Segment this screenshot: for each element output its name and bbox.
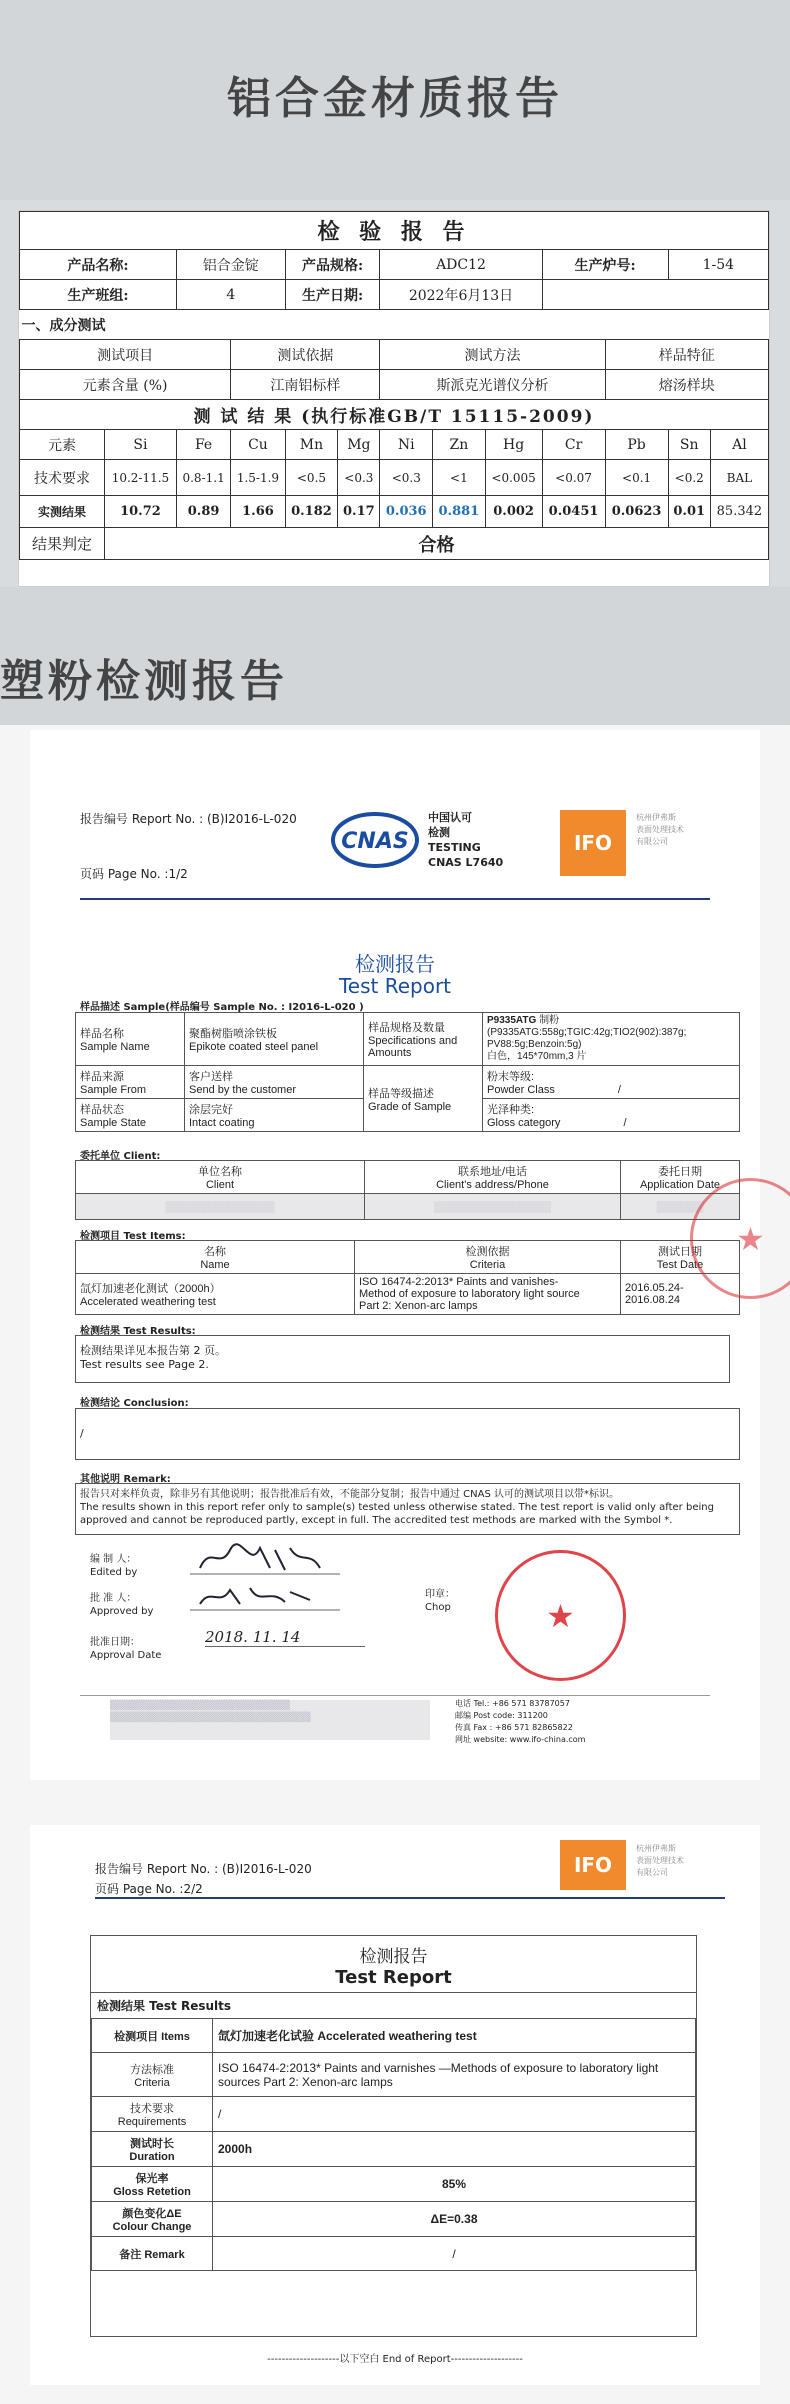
editor-signature-icon bbox=[190, 1540, 340, 1576]
powder-class bbox=[483, 1066, 740, 1099]
footer-tel: 电话 Tel.: +86 571 83787057 bbox=[455, 1699, 570, 1708]
p2-ifo-company-l3: 有限公司 bbox=[636, 1868, 668, 1877]
section-title-powder: 塑粉检测报告 bbox=[0, 656, 288, 707]
p2-results-table bbox=[91, 2018, 696, 2271]
client-col-name: 单位名称 Client bbox=[76, 1161, 365, 1194]
p2-header-divider bbox=[95, 1897, 725, 1899]
header-band-2 bbox=[0, 587, 790, 725]
sample-table bbox=[75, 1012, 740, 1132]
test-header-cell: 测试方法 bbox=[380, 340, 605, 370]
info-row1-cell: 产品规格: bbox=[285, 250, 380, 280]
aluminum-report-card bbox=[18, 210, 770, 587]
p2-row-label: 技术要求 Requirements bbox=[92, 2097, 213, 2132]
p2-row-label: 检测项目 Items bbox=[92, 2019, 213, 2053]
result-cell: 0.01 bbox=[668, 496, 710, 528]
cnas-code: CNAS L7640 bbox=[428, 856, 504, 869]
powder-test-document bbox=[0, 725, 790, 2404]
requirement-cell: <0.1 bbox=[605, 460, 668, 496]
p2-row-value: 氙灯加速老化试验 Accelerated weathering test bbox=[213, 2019, 696, 2053]
result-cell: 10.72 bbox=[105, 496, 177, 528]
p2-row-value: 85% bbox=[213, 2167, 696, 2202]
requirement-cell: BAL bbox=[710, 460, 768, 496]
result-cell: 实测结果 bbox=[20, 496, 105, 528]
ifo-company-l3: 有限公司 bbox=[636, 837, 668, 846]
element-cell: Ni bbox=[380, 430, 433, 460]
client-col-date: 委托日期 Application Date bbox=[621, 1161, 740, 1194]
requirement-cell: <0.005 bbox=[485, 460, 542, 496]
header-band-1 bbox=[0, 0, 790, 200]
footer-contact bbox=[455, 1698, 585, 1746]
element-cell: Sn bbox=[668, 430, 710, 460]
p2-row-label: 测试时长 Duration bbox=[92, 2132, 213, 2167]
remark-section-label: 其他说明 Remark: bbox=[80, 1474, 171, 1485]
section-title-aluminum: 铝合金材质报告 bbox=[227, 73, 563, 124]
edited-by-label: 编 制 人： Edited by bbox=[90, 1554, 138, 1578]
result-cell: 0.89 bbox=[176, 496, 230, 528]
items-col-date: 测试日期 Test Date bbox=[621, 1241, 740, 1274]
test-value-cell: 斯派克光谱仪分析 bbox=[380, 370, 605, 400]
results-section-label: 检测结果 Test Results: bbox=[80, 1326, 196, 1337]
items-col-name: 名称 Name bbox=[76, 1241, 355, 1274]
info-row1-cell: 生产炉号: bbox=[542, 250, 668, 280]
result-cell: 0.182 bbox=[285, 496, 338, 528]
p2-row-value: ISO 16474-2:2013* Paints and varnishes —Methods of exposure to laboratory light sources Part 2: Xenon-arc lamps bbox=[213, 2053, 696, 2097]
info-row1-cell: 铝合金锭 bbox=[176, 250, 285, 280]
p2-row-label: 颜色变化ΔE Colour Change bbox=[92, 2202, 213, 2237]
p2-results-header: 检测结果 Test Results bbox=[91, 1992, 696, 2018]
company-seal-icon: ★ bbox=[495, 1550, 626, 1681]
spec-value-bold: P9335ATG bbox=[487, 1015, 537, 1026]
powder-value: / bbox=[617, 1084, 621, 1096]
source-value: 客户送样 Send by the customer bbox=[185, 1066, 364, 1099]
result-cell: 0.17 bbox=[338, 496, 380, 528]
p2-report-number: 报告编号 Report No. : (B)I2016-L-020 bbox=[95, 1862, 312, 1876]
gloss-value: / bbox=[623, 1117, 627, 1129]
p2-row-label: 方法标准 Criteria bbox=[92, 2053, 213, 2097]
cnas-cn: 中国认可 bbox=[428, 811, 472, 824]
result-cell: 0.036 bbox=[380, 496, 433, 528]
footer-divider bbox=[80, 1695, 710, 1696]
p2-row-value: ΔE=0.38 bbox=[213, 2202, 696, 2237]
p2-row-label: 备注 Remark bbox=[92, 2237, 213, 2271]
test-header-cell: 测试项目 bbox=[20, 340, 231, 370]
result-cell: 85.342 bbox=[710, 496, 768, 528]
footer-address-redacted: ▒▒▒▒▒▒▒▒▒▒▒▒▒▒▒▒▒▒▒▒▒▒▒▒▒▒ ▒▒▒▒▒▒▒▒▒▒▒▒▒▒▒▒▒▒▒▒▒▒▒▒▒▒▒▒▒ bbox=[110, 1700, 430, 1740]
result-cell: 0.0623 bbox=[605, 496, 668, 528]
approval-date-handwritten: 2018. 11. 14 bbox=[205, 1628, 365, 1647]
items-col-criteria: 检测依据 Criteria bbox=[355, 1241, 621, 1274]
cnas-seal-icon: ★ bbox=[690, 1178, 790, 1299]
requirement-cell: <0.5 bbox=[285, 460, 338, 496]
cnas-test: 检测 bbox=[428, 826, 450, 839]
client-table bbox=[75, 1160, 740, 1220]
p2-row-value: 2000h bbox=[213, 2132, 696, 2167]
p2-ifo-company-name bbox=[636, 1843, 684, 1879]
cnas-logo-icon bbox=[330, 810, 420, 870]
gloss-category bbox=[483, 1099, 740, 1132]
p2-result-row bbox=[92, 2097, 696, 2132]
state-label: 样品状态 Sample State bbox=[76, 1099, 185, 1132]
ifo-company-l1: 杭州伊弗斯 bbox=[636, 813, 676, 822]
page-number: 页码 Page No. :1/2 bbox=[80, 867, 188, 881]
p2-row-value: / bbox=[213, 2097, 696, 2132]
element-cell: Mg bbox=[338, 430, 380, 460]
verdict-value: 合格 bbox=[105, 528, 769, 560]
report-number: 报告编号 Report No. : (B)I2016-L-020 bbox=[80, 812, 297, 826]
requirement-cell: <0.3 bbox=[380, 460, 433, 496]
results-box: 检测结果详见本报告第 2 页。 Test results see Page 2. bbox=[75, 1335, 730, 1383]
approver-signature-icon bbox=[190, 1582, 340, 1612]
test-items-table bbox=[75, 1240, 740, 1315]
footer-post: 邮编 Post code: 311200 bbox=[455, 1711, 548, 1720]
p2-result-row bbox=[92, 2132, 696, 2167]
section-composition: 一、成分测试 bbox=[21, 317, 106, 334]
test-header-cell: 测试依据 bbox=[231, 340, 380, 370]
p2-result-row bbox=[92, 2237, 696, 2271]
state-value: 涂层完好 Intact coating bbox=[185, 1099, 364, 1132]
p2-result-row bbox=[92, 2019, 696, 2053]
conclusion-box: / bbox=[75, 1408, 740, 1460]
client-name-redacted: ▒▒▒▒▒▒▒▒▒▒▒▒▒▒ bbox=[76, 1194, 365, 1220]
test-value-cell: 元素含量 (%) bbox=[20, 370, 231, 400]
element-cell: Si bbox=[105, 430, 177, 460]
remark-box: 报告只对来样负责，除非另有其他说明；报告批准后有效，不能部分复制；报告中通过 CNAS 认可的测试项目以带*标识。 The results shown in this report refer only to sample(s) tested unless otherwise stated. The test report is valid only after being approved and cannot be reproduced partly, except in full. The accredited test methods are marked with the Symbol *. bbox=[75, 1483, 740, 1535]
cnas-testing: TESTING bbox=[428, 841, 481, 854]
cnas-text bbox=[428, 810, 503, 870]
element-cell: Cr bbox=[542, 430, 605, 460]
client-col-address: 联系地址/电话 Client's address/Phone bbox=[365, 1161, 621, 1194]
element-cell: Zn bbox=[433, 430, 486, 460]
requirement-cell: <1 bbox=[433, 460, 486, 496]
test-header-cell: 样品特征 bbox=[605, 340, 768, 370]
source-label: 样品来源 Sample From bbox=[76, 1066, 185, 1099]
requirement-cell: 技术要求 bbox=[20, 460, 105, 496]
requirement-cell: <0.07 bbox=[542, 460, 605, 496]
p2-row-value: / bbox=[213, 2237, 696, 2271]
report-heading: 检 验 报 告 bbox=[20, 212, 769, 250]
requirement-cell: 1.5-1.9 bbox=[231, 460, 285, 496]
result-cell: 1.66 bbox=[231, 496, 285, 528]
end-of-report: --------------------以下空白 End of Report-------------------- bbox=[267, 2354, 523, 2365]
p2-ifo-logo-icon: IFO bbox=[560, 1840, 626, 1890]
grade-label: 样品等级描述 Grade of Sample bbox=[364, 1066, 483, 1132]
element-cell: Al bbox=[710, 430, 768, 460]
spec-value bbox=[483, 1013, 740, 1066]
ifo-logo-icon: IFO bbox=[560, 810, 626, 876]
powder-label: 粉末等级: Powder Class bbox=[487, 1071, 555, 1096]
element-cell: Mn bbox=[285, 430, 338, 460]
spec-label: 样品规格及数量 Specifications and Amounts bbox=[364, 1013, 483, 1066]
conclusion-section-label: 检测结论 Conclusion: bbox=[80, 1398, 189, 1409]
verdict-label: 结果判定 bbox=[20, 528, 105, 560]
result-cell: 0.002 bbox=[485, 496, 542, 528]
items-section-label: 检测项目 Test Items: bbox=[80, 1231, 186, 1242]
info-row2-cell: 2022年6月13日 bbox=[380, 280, 542, 310]
report-page-1 bbox=[30, 730, 765, 1780]
sample-name-label: 样品名称 Sample Name bbox=[76, 1013, 185, 1066]
requirement-cell: 0.8-1.1 bbox=[176, 460, 230, 496]
element-cell: Fe bbox=[176, 430, 230, 460]
approval-date-label: 批准日期： Approval Date bbox=[90, 1637, 162, 1661]
doc-title-cn: 检测报告 bbox=[355, 952, 435, 976]
chop-label: 印章： Chop bbox=[425, 1589, 455, 1613]
requirement-cell: <0.3 bbox=[338, 460, 380, 496]
footer-web: 网址 website: www.ifo-china.com bbox=[455, 1735, 586, 1744]
sample-name-value: 聚酯树脂喷涂铁板 Epikote coated steel panel bbox=[185, 1013, 364, 1066]
report-page-2 bbox=[30, 1825, 760, 2385]
client-date-redacted: ▒▒▒▒▒▒ bbox=[621, 1194, 740, 1220]
p2-results-frame bbox=[90, 1935, 697, 2337]
approved-by-label: 批 准 人： Approved by bbox=[90, 1593, 154, 1617]
item-name: 氙灯加速老化测试（2000h） Accelerated weathering test bbox=[76, 1274, 355, 1315]
test-value-cell: 江南铝标样 bbox=[231, 370, 380, 400]
info-row2-cell: 4 bbox=[176, 280, 285, 310]
requirement-cell: <0.2 bbox=[668, 460, 710, 496]
p2-result-row bbox=[92, 2202, 696, 2237]
test-value-cell: 熔汤样块 bbox=[605, 370, 768, 400]
element-cell: Hg bbox=[485, 430, 542, 460]
element-cell: Pb bbox=[605, 430, 668, 460]
info-row1-cell: 1-54 bbox=[668, 250, 768, 280]
element-cell: Cu bbox=[231, 430, 285, 460]
info-row2-empty bbox=[542, 280, 768, 310]
p2-title-en: Test Report bbox=[335, 1967, 452, 1988]
p2-row-label: 保光率 Gloss Retetion bbox=[92, 2167, 213, 2202]
p2-result-row bbox=[92, 2053, 696, 2097]
element-cell: 元素 bbox=[20, 430, 105, 460]
result-cell: 0.0451 bbox=[542, 496, 605, 528]
result-title: 测 试 结 果 (执行标准GB/T 15115-2009) bbox=[20, 400, 769, 430]
requirement-cell: 10.2-11.5 bbox=[105, 460, 177, 496]
p2-ifo-company-l1: 杭州伊弗斯 bbox=[636, 1844, 676, 1853]
result-cell: 0.881 bbox=[433, 496, 486, 528]
sample-desc-label: 样品描述 Sample(样品编号 Sample No. : I2016-L-020 ) bbox=[80, 1002, 364, 1013]
client-section-label: 委托单位 Client: bbox=[80, 1151, 161, 1162]
info-row2-cell: 生产班组: bbox=[20, 280, 177, 310]
header-divider bbox=[80, 898, 710, 900]
info-row1-cell: 产品名称: bbox=[20, 250, 177, 280]
client-address-redacted: ▒▒▒▒▒▒▒▒▒▒▒▒▒▒▒ bbox=[365, 1194, 621, 1220]
doc-title-en: Test Report bbox=[338, 974, 452, 998]
cnas-logo-text: CNAS bbox=[341, 829, 409, 854]
gloss-label: 光泽种类: Gloss category bbox=[487, 1104, 561, 1129]
aluminum-report-table bbox=[19, 211, 769, 560]
spec-value-rest: 制粉 (P9335ATG:558g;TGIC:42g;TIO2(902):387g; PV88:5g;Benzoin:5g) 白色，145*70mm,3 片 bbox=[487, 1015, 687, 1062]
item-date: 2016.05.24- 2016.08.24 bbox=[621, 1274, 740, 1315]
info-row1-cell: ADC12 bbox=[380, 250, 542, 280]
p2-result-row bbox=[92, 2167, 696, 2202]
p2-page-number: 页码 Page No. :2/2 bbox=[95, 1882, 203, 1896]
footer-fax: 传真 Fax : +86 571 82865822 bbox=[455, 1723, 573, 1732]
info-row2-cell: 生产日期: bbox=[285, 280, 380, 310]
ifo-company-l2: 表面处理技术 bbox=[636, 825, 684, 834]
p2-title-cn: 检测报告 bbox=[359, 1947, 428, 1967]
p2-ifo-company-l2: 表面处理技术 bbox=[636, 1856, 684, 1865]
ifo-company-name bbox=[636, 812, 684, 848]
item-criteria: ISO 16474-2:2013* Paints and vanishes- Method of exposure to laboratory light source Part 2: Xenon-arc lamps bbox=[355, 1274, 621, 1315]
